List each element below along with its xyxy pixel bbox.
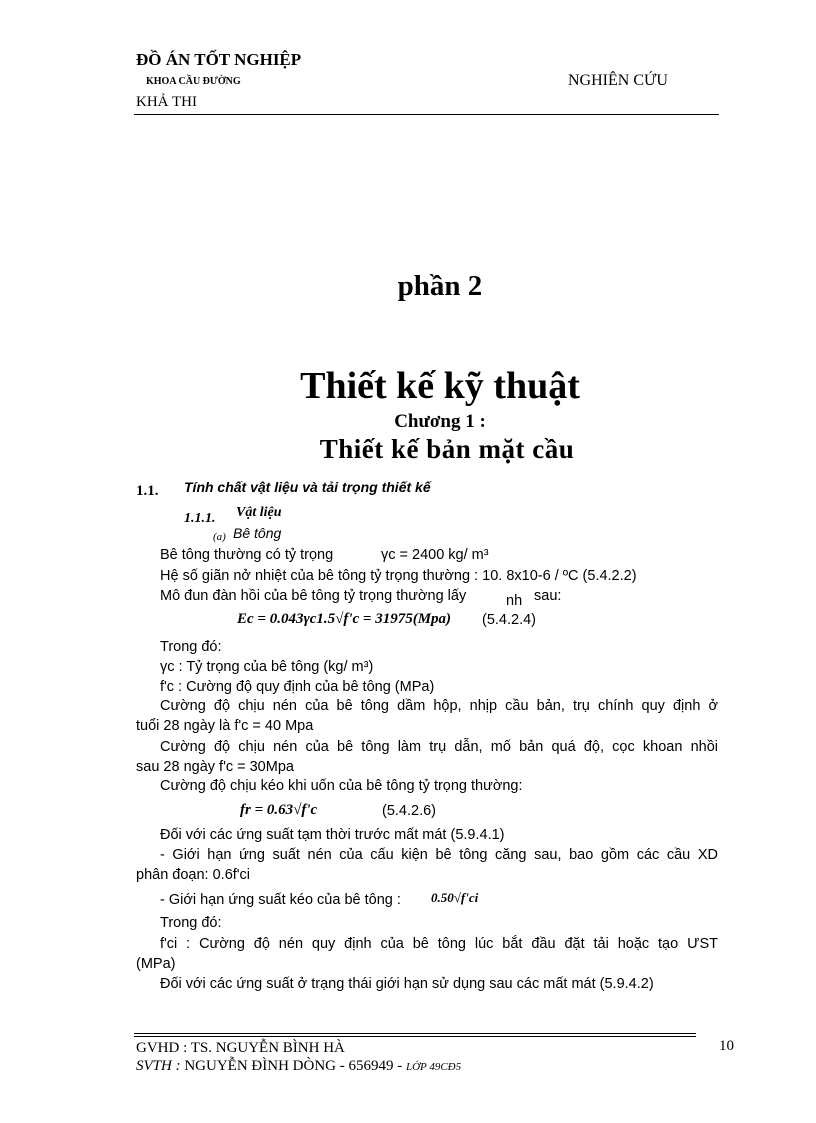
- body-line: Hệ số giãn nở nhiệt của bê tông tỷ trọng thường : 10. 8x10-6 / ºC (5.4.2.2): [160, 568, 637, 584]
- footer-divider: [134, 1033, 696, 1034]
- density-value: γc = 2400 kg/ m³: [381, 547, 489, 563]
- body-line: Cường độ chịu nén của bê tông dầm hộp, nhịp cầu bản, trụ chính quy định ở: [160, 698, 718, 714]
- body-line: Bê tông thường có tỷ trọng: [160, 547, 334, 563]
- body-line: sau 28 ngày f'c = 30Mpa: [136, 759, 294, 775]
- main-title: Thiết kế kỹ thuật: [300, 365, 580, 407]
- formula-reference: (5.4.2.6): [382, 803, 436, 819]
- chapter-label: Chương 1 :: [394, 411, 486, 432]
- body-line: Cường độ chịu nén của bê tông làm trụ dẫn, mố bản quá độ, cọc khoan nhồi: [160, 739, 718, 755]
- body-line: - Giới hạn ứng suất kéo của bê tông :: [160, 892, 401, 908]
- body-line: Trong đó:: [160, 639, 222, 655]
- body-line: Cường độ chịu kéo khi uốn của bê tông tỷ trọng thường:: [160, 778, 523, 794]
- body-line: f'c : Cường độ quy định của bê tông (MPa): [160, 679, 435, 695]
- subsubsection-number: (a): [213, 531, 226, 543]
- footer-student-class: LỚP 49CĐ5: [405, 1061, 462, 1073]
- doc-header-right: NGHIÊN CỨU: [568, 72, 668, 89]
- body-line-fragment: sau:: [534, 588, 562, 604]
- body-line-fragment: nh: [506, 593, 523, 609]
- formula-reference: (5.4.2.4): [482, 612, 536, 628]
- body-line: tuổi 28 ngày là f'c = 40 Mpa: [136, 718, 314, 734]
- section-title: Tính chất vật liệu và tải trọng thiết kế: [184, 479, 431, 495]
- chapter-title: Thiết kế bản mặt cầu: [319, 434, 575, 464]
- footer-student-label: SVTH :: [136, 1058, 181, 1074]
- footer-student: [136, 1058, 461, 1075]
- part-heading: phần 2: [397, 270, 483, 302]
- footer-divider: [134, 1036, 696, 1037]
- body-line: f'ci : Cường độ nén quy định của bê tông lúc bắt đầu đặt tải hoặc tạo ƯST: [160, 936, 718, 952]
- header-divider: [134, 114, 719, 115]
- body-line: Đối với các ứng suất tạm thời trước mất mát (5.9.4.1): [160, 827, 505, 843]
- body-line: - Giới hạn ứng suất nén của cấu kiện bê tông căng sau, bao gồm các cầu XD: [160, 847, 718, 863]
- footer-advisor: GVHD : TS. NGUYỄN BÌNH HÀ: [136, 1040, 345, 1056]
- formula-tensile-limit: 0.50√f'ci: [431, 890, 479, 905]
- page-number: 10: [719, 1038, 734, 1054]
- body-line: Trong đó:: [160, 915, 222, 931]
- doc-header-sub: KHẢ THI: [136, 94, 197, 110]
- body-line: Mô đun đàn hồi của bê tông tỷ trọng thường lấy: [160, 588, 467, 604]
- section-number: 1.1.: [136, 483, 159, 499]
- footer-student-name: NGUYỄN ĐÌNH DÒNG - 656949 -: [180, 1058, 406, 1074]
- subsubsection-title: Bê tông: [233, 525, 282, 541]
- doc-header-dept: KHOA CẦU ĐƯỜNG: [146, 76, 241, 87]
- body-line: γc : Tỷ trọng của bê tông (kg/ m³): [160, 659, 374, 675]
- doc-header-title: ĐỒ ÁN TỐT NGHIỆP: [136, 50, 302, 69]
- subsection-title: Vật liệu: [236, 505, 282, 520]
- subsection-number: 1.1.1.: [184, 511, 216, 526]
- body-line: Đối với các ứng suất ở trạng thái giới hạn sử dụng sau các mất mát (5.9.4.2): [160, 976, 654, 992]
- body-line: phân đoạn: 0.6f'ci: [136, 867, 251, 883]
- formula-elastic-modulus: Ec = 0.043γc1.5√f'c = 31975(Mpa): [237, 611, 452, 627]
- body-line: (MPa): [136, 956, 176, 972]
- formula-flexural-strength: fr = 0.63√f'c: [240, 802, 318, 818]
